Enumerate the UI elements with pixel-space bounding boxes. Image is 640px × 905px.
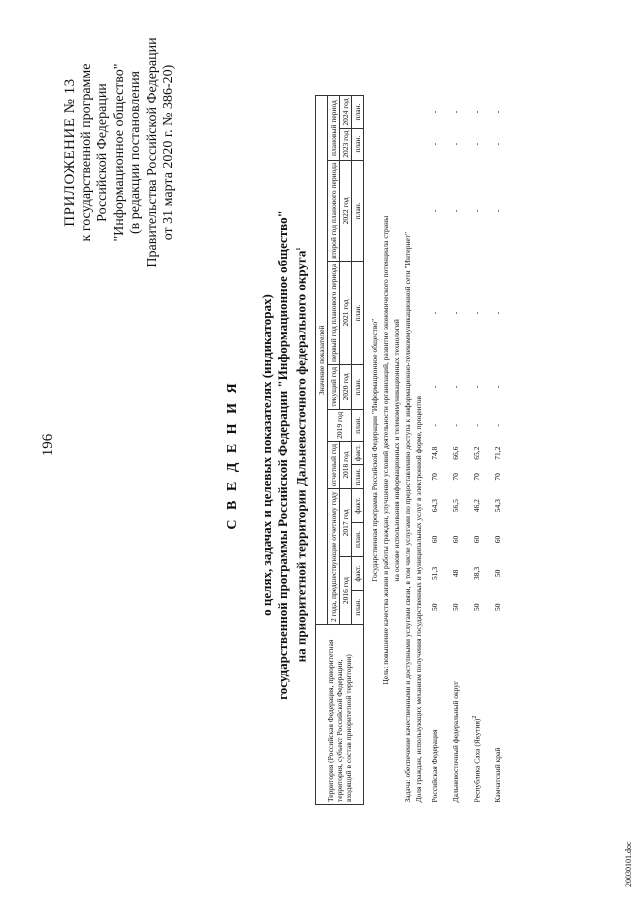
cell: - xyxy=(493,385,502,389)
cell: 46,2 xyxy=(472,499,481,513)
col-plan-period: плановый период xyxy=(328,96,340,160)
col-territory-header: Территория (Российская Федерация, приоритетная территория, субъект Российской Федерации, входящий в состав приоритетной территории) xyxy=(316,625,364,805)
cell: - xyxy=(472,311,481,315)
year-2021: 2021 год xyxy=(340,261,352,364)
cell: - xyxy=(430,311,439,315)
cell: - xyxy=(493,424,502,427)
page-number: 196 xyxy=(40,433,56,457)
subtitle-text: на приоритетной территории Дальневосточного федерального округа xyxy=(293,250,309,663)
col-report-year: отчетный год xyxy=(328,441,340,489)
cell: 60 xyxy=(493,535,502,544)
cell: - xyxy=(472,424,481,427)
subtitle-line: государственной программы Российской Федерации "Информационное общество" xyxy=(275,210,290,700)
year-2018: 2018 год xyxy=(340,441,352,489)
appendix-line: к государственной программе xyxy=(78,63,94,242)
cell: - xyxy=(430,142,439,146)
cell: 70 xyxy=(451,473,460,481)
title-block xyxy=(225,155,309,755)
cell: 50 xyxy=(430,603,439,612)
cell: 65,2 xyxy=(472,446,481,460)
footer-file-code: 20030101.doc xyxy=(624,841,633,887)
cell: - xyxy=(430,385,439,389)
cell: 38,3 xyxy=(472,566,481,580)
program-line: Государственная программа Российской Федерации "Информационное общество" xyxy=(370,318,379,582)
plan-label: план. xyxy=(352,409,364,441)
footnote-mark: 1 xyxy=(296,247,302,251)
cell: - xyxy=(451,385,460,389)
year-2024: 2024 год xyxy=(340,96,352,128)
cell: - xyxy=(472,385,481,389)
cell: 54,3 xyxy=(493,499,502,513)
cell: - xyxy=(472,110,481,114)
doc-title: С В Е Д Е Н И Я xyxy=(225,380,240,530)
plan-label: план. xyxy=(352,261,364,364)
cell: 51,3 xyxy=(430,566,439,580)
year-2017: 2017 год xyxy=(340,489,352,557)
cell: - xyxy=(493,142,502,146)
cell: 70 xyxy=(493,473,502,481)
table-row xyxy=(466,96,487,805)
goal-line: на основе использования информационных и телекоммуникационных технологий xyxy=(392,319,401,582)
year-2023: 2023 год xyxy=(340,128,352,160)
territory-name xyxy=(466,625,487,805)
appendix-line: "Информационное общество" xyxy=(111,63,127,242)
cell: - xyxy=(451,110,460,114)
cell: - xyxy=(493,311,502,315)
cell: 70 xyxy=(430,473,439,481)
year-2016: 2016 год xyxy=(340,557,352,625)
year-2022: 2022 год xyxy=(340,160,352,261)
cell: - xyxy=(430,110,439,114)
col-first-plan: первый год планового периода xyxy=(328,261,340,364)
col-2019: 2019 год xyxy=(328,409,352,441)
plan-label: план. xyxy=(352,96,364,128)
cell: 60 xyxy=(430,535,439,544)
cell: 60 xyxy=(451,535,460,544)
cell: 64,3 xyxy=(430,499,439,513)
fact-label: факт. xyxy=(352,489,364,522)
goal-line: Цель: повышение качества жизни и работы граждан, улучшение условий деятельности организаций, развитие экономического потенциала страны xyxy=(381,215,390,685)
cell: 60 xyxy=(472,535,481,544)
col-current: текущий год xyxy=(328,364,340,409)
task-line: Задача: обеспечение качественными и доступными услугами связи, в том числе услугами по предоставлению доступа к информационно-телекоммуникационной сети "Интернет" xyxy=(403,231,412,803)
cell: - xyxy=(430,424,439,427)
fact-label: факт. xyxy=(352,441,364,464)
territory-name: Дальневосточный федеральный округ xyxy=(451,680,460,803)
plan-label: план. xyxy=(352,465,364,489)
appendix-header xyxy=(62,10,178,295)
values-group-header: Значение показателей xyxy=(316,96,328,625)
cell: 71,2 xyxy=(493,446,502,460)
table-row xyxy=(487,96,508,805)
plan-label: план. xyxy=(352,590,364,624)
subtitle-line xyxy=(291,155,309,755)
cell: - xyxy=(493,110,502,114)
cell: 50 xyxy=(472,603,481,612)
year-2020: 2020 год xyxy=(340,364,352,409)
cell: - xyxy=(451,311,460,315)
subtitle-line: о целях, задачах и целевых показателях (индикаторах) xyxy=(259,294,274,616)
table-row xyxy=(445,96,466,805)
col-second-plan: второй год планового периода xyxy=(328,160,340,261)
cell: - xyxy=(472,142,481,146)
plan-label: план. xyxy=(352,522,364,556)
table-row xyxy=(424,96,445,805)
cell: - xyxy=(430,209,439,213)
cell: 50 xyxy=(493,603,502,612)
col-two-years: 2 года, предшествующие отчетному году xyxy=(328,489,340,625)
appendix-line: ПРИЛОЖЕНИЕ № 13 xyxy=(62,78,78,227)
indicator-line: Доля граждан, использующих механизм получения государственных и муниципальных услуг в электронной форме, процентов xyxy=(414,395,423,803)
cell: 50 xyxy=(451,603,460,612)
cell: - xyxy=(451,209,460,213)
territory-name: Российская Федерация xyxy=(430,729,439,803)
appendix-line: от 31 марта 2020 г. № 386-20) xyxy=(161,64,176,241)
plan-label: план. xyxy=(352,364,364,409)
cell: - xyxy=(451,424,460,427)
appendix-line: (в редакции постановления xyxy=(128,70,143,235)
cell: 70 xyxy=(472,473,481,481)
cell: - xyxy=(493,209,502,213)
cell: - xyxy=(472,209,481,213)
plan-label: план. xyxy=(352,128,364,160)
cell: 66,6 xyxy=(451,446,460,460)
footnote-mark: 2 xyxy=(472,715,479,719)
appendix-line: Российской Федерации xyxy=(95,83,110,222)
appendix-line: Правительства Российской Федерации xyxy=(144,37,160,268)
territory-text: Республика Саха (Якутия) xyxy=(472,718,482,803)
cell: 56,5 xyxy=(451,499,460,513)
fact-label: факт. xyxy=(352,557,364,590)
cell: 50 xyxy=(493,569,502,578)
indicator-table xyxy=(315,95,508,805)
cell: 48 xyxy=(451,569,460,578)
cell: - xyxy=(451,142,460,146)
territory-name: Камчатский край xyxy=(493,747,502,803)
cell: 74,8 xyxy=(430,446,439,460)
plan-label: план. xyxy=(352,160,364,261)
